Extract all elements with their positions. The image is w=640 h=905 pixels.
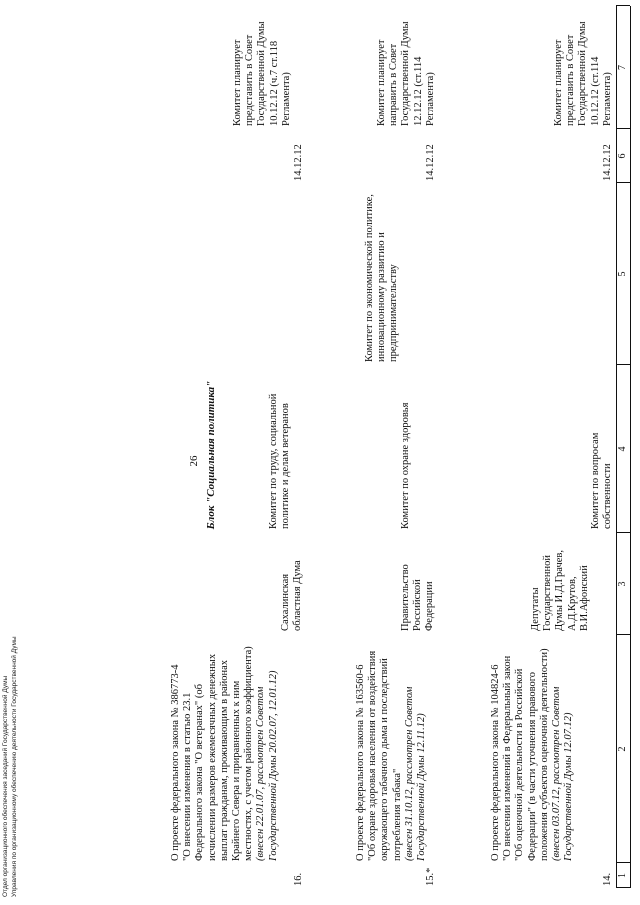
initiator: Правительство Российской Федерации <box>400 564 436 631</box>
column-header: 7 <box>617 65 628 70</box>
law-body: "Об охране здоровья населения от воздействия окружающего табачного дыма и последствий потребления табака" <box>367 650 403 861</box>
plan: Комитет планирует представить в Совет Государственной Думы 10.12.12 (ч.7 ст.118 Регламента) <box>232 21 292 126</box>
law-note: (внесен 22.01.07, рассмотрен Советом Государственной Думы 20.02.07, 12.01.12) <box>255 670 279 861</box>
law-title: О проекте федерального закона № 386773-4 <box>170 664 181 861</box>
row-number: 16. <box>293 872 304 886</box>
law-description <box>490 637 575 861</box>
plan: Комитет планирует представить в Совет Государственной Думы 10.12.12 (ст.114 Регламента) <box>553 21 613 126</box>
date: 14.12.12 <box>425 144 436 181</box>
law-note: (внесен 03.07.12, рассмотрен Советом Государственной Думы 12.07.12) <box>551 686 575 861</box>
footer-line-2: Управления по организационному обеспечению деятельности Государственной Думы <box>10 636 18 897</box>
footer <box>2 17 19 897</box>
law-note: (внесен 31.10.12, рассмотрен Советом Государственной Думы 12.11.12) <box>403 686 428 861</box>
row-number: 15.* <box>425 867 436 886</box>
law-title: О проекте федерального закона № 104824-6 <box>490 664 501 861</box>
committee: Комитет по труду, социальной политике и делам ветеранов <box>268 393 292 529</box>
law-description <box>170 637 280 861</box>
column-header: 3 <box>617 581 628 587</box>
column-header: 2 <box>617 746 628 752</box>
date: 14.12.12 <box>293 144 304 181</box>
committee: Комитет по вопросам собственности <box>590 432 614 529</box>
page-number: 26 <box>188 455 200 467</box>
committee: Комитет по охране здоровья <box>400 402 411 529</box>
initiator: Сахалинская областная Дума <box>280 560 304 631</box>
column-header: 6 <box>617 153 628 159</box>
column-header: 4 <box>617 446 628 452</box>
plan: Комитет планирует направить в Совет Государственной Думы 12.12.12 (ст.114 Регламента) <box>376 21 436 126</box>
column-header: 5 <box>617 271 628 277</box>
law-description <box>355 637 428 861</box>
co-committee: Комитет по экономической политике, инновационному развитию и предпринимательству <box>364 194 400 362</box>
date: 14.12.12 <box>602 144 613 181</box>
row-number: 14. <box>602 872 613 886</box>
law-title: О проекте федерального закона № 163560-6 <box>355 664 366 861</box>
column-header: 1 <box>617 873 628 878</box>
initiator: Депутаты Государственной Думы И.Д.Грачев, А.Д.Крутов, В.И.Афонский <box>530 549 590 631</box>
law-body: "О внесении изменений в Федеральный закон "Об оценочной деятельности в Российской Федерации" (в части уточнения правового положения субъектов оценочной деятельности) <box>502 648 550 861</box>
footer-line-1: Отдел организационного обеспечения заседаний Государственной Думы <box>2 675 9 897</box>
block-title: Блок "Социальная политика" <box>205 380 217 530</box>
law-body: "О внесении изменения в статью 23.1 Федерального закона "О ветеранах" (об исчислении размеров ежемесячных денежных выплат гражданам, проживающим в районах Крайнего Севера и приравненных к ним местностях, с учетом районного коэффициента) <box>182 646 255 861</box>
